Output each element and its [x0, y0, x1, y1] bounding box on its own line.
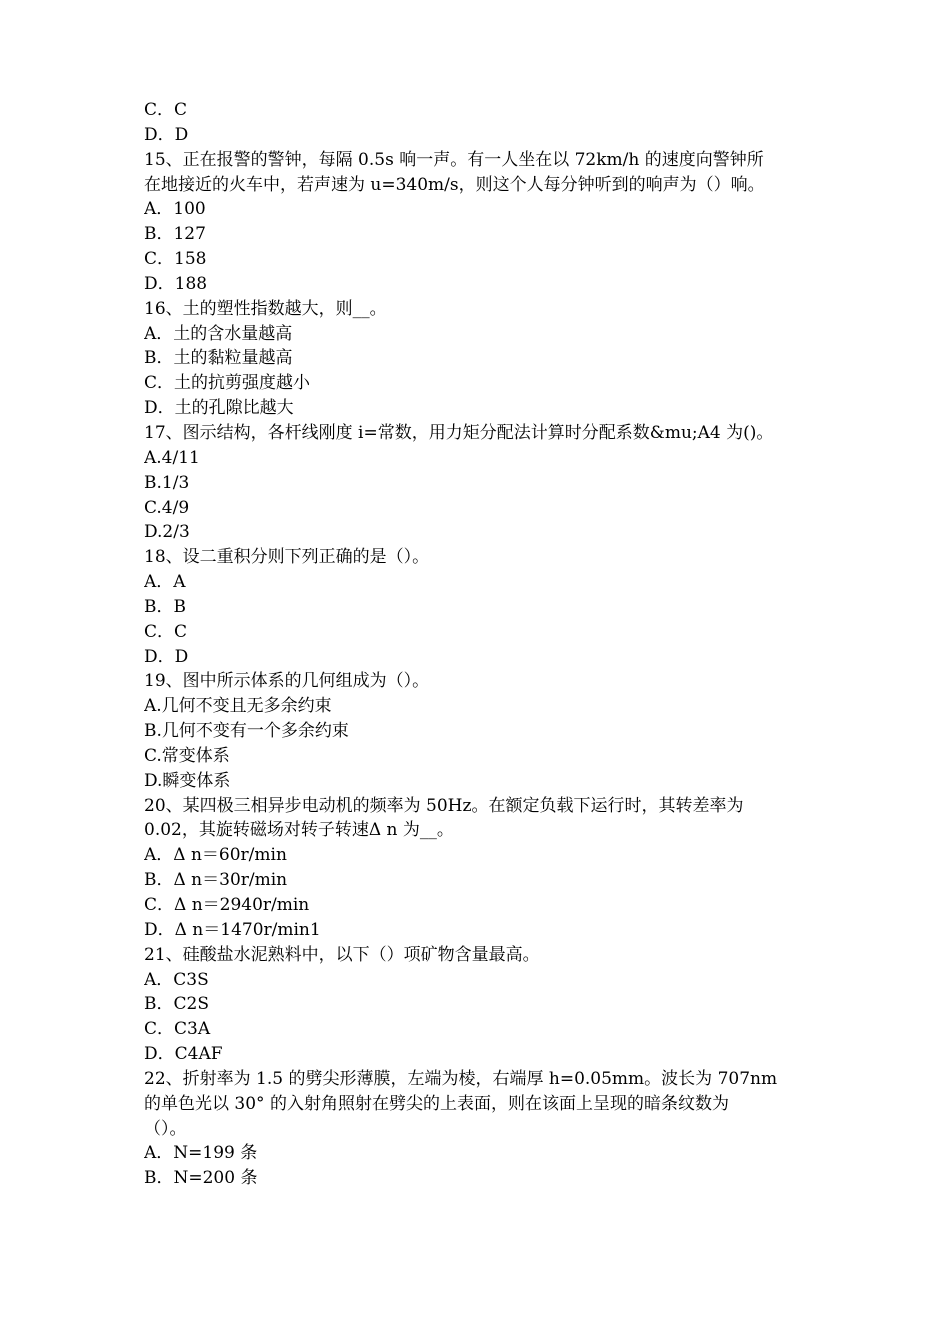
question-22-stem-line-1: 22、折射率为 1.5 的劈尖形薄膜，左端为棱，右端厚 h=0.05mm。波长为 707nm: [144, 1068, 778, 1089]
question-21-stem: 21、硅酸盐水泥熟料中，以下（）项矿物含量最高。: [144, 944, 540, 965]
option-b: B．N=200 条: [144, 1168, 258, 1189]
option-c: C．Δ n＝2940r/min: [144, 895, 310, 915]
option-b: B．C2S: [144, 994, 209, 1015]
option-a: A.4/11: [144, 447, 200, 468]
option-b: B．土的黏粒量越高: [144, 348, 293, 369]
question-15-stem-line-1: 15、正在报警的警钟，每隔 0.5s 响一声。有一人坐在以 72km/h 的速度向警钟所: [144, 149, 764, 170]
question-19-stem: 19、图中所示体系的几何组成为（）。: [144, 671, 430, 692]
option-c: C．158: [144, 249, 207, 270]
option-b: B.1/3: [144, 472, 190, 493]
option-d: D．C4AF: [144, 1044, 223, 1065]
question-17-stem: 17、图示结构，各杆线刚度 i=常数，用力矩分配法计算时分配系数&mu;A4 为()。: [144, 422, 774, 443]
question-15-stem-line-2: 在地接近的火车中，若声速为 u=340m/s，则这个人每分钟听到的响声为（）响。: [144, 174, 765, 195]
option-c: C．C: [144, 621, 188, 642]
question-text-block: [144, 98, 812, 1191]
option-c: C．C: [144, 100, 188, 120]
option-a: A.几何不变且无多余约束: [144, 696, 332, 717]
option-b: B．Δ n＝30r/min: [144, 870, 288, 891]
option-d: D.2/3: [144, 522, 190, 543]
option-a: A．C3S: [144, 969, 209, 990]
question-22-stem-line-2: 的单色光以 30° 的入射角照射在劈尖的上表面，则在该面上呈现的暗条纹数为: [144, 1093, 729, 1114]
option-a: A．A: [144, 572, 186, 593]
option-c: C.常变体系: [144, 745, 230, 766]
option-d: D．D: [144, 124, 189, 145]
option-d: D．Δ n＝1470r/min1: [144, 919, 321, 940]
option-a: A．N=199 条: [144, 1143, 258, 1164]
question-20-stem-line-1: 20、某四极三相异步电动机的频率为 50Hz。在额定负载下运行时，其转差率为: [144, 795, 744, 816]
question-18-stem: 18、设二重积分则下列正确的是（）。: [144, 547, 430, 568]
option-b: B．B: [144, 596, 186, 617]
question-20-stem-line-2: 0.02，其旋转磁场对转子转速Δ n 为__。: [144, 820, 454, 841]
option-a: A．100: [144, 199, 206, 220]
option-c: C．土的抗剪强度越小: [144, 373, 311, 394]
option-d: D．D: [144, 646, 189, 667]
option-d: D．188: [144, 273, 208, 294]
option-d: D．土的孔隙比越大: [144, 398, 294, 419]
option-d: D.瞬变体系: [144, 770, 231, 791]
option-c: C．C3A: [144, 1019, 211, 1040]
question-22-stem-line-3: （）。: [144, 1118, 187, 1139]
question-16-stem: 16、土的塑性指数越大，则__。: [144, 298, 387, 319]
option-b: B．127: [144, 224, 206, 245]
option-a: A．土的含水量越高: [144, 323, 293, 344]
option-a: A．Δ n＝60r/min: [144, 845, 287, 866]
option-b: B.几何不变有一个多余约束: [144, 721, 349, 742]
option-c: C.4/9: [144, 497, 190, 518]
